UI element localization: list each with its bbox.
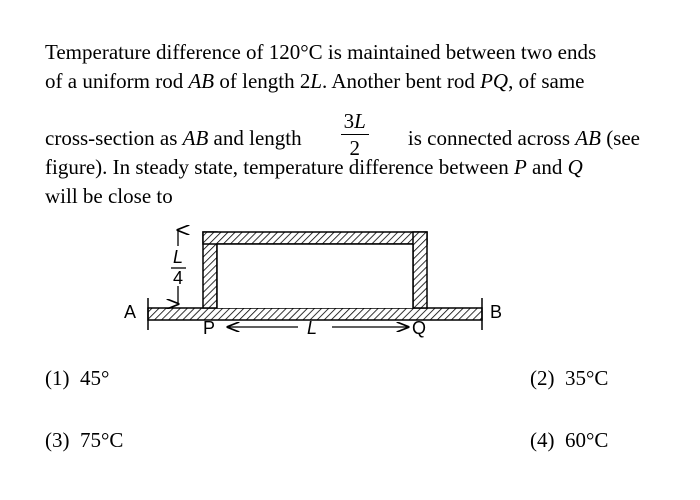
option-1-text: 45° xyxy=(80,366,110,390)
label-q: Q xyxy=(412,318,427,338)
question-text-3c: is connected across xyxy=(407,125,576,150)
question-text-1: Temperature difference of 120°C is maintained between two ends xyxy=(45,40,597,64)
rod-pq-right-leg xyxy=(413,232,427,308)
fraction-numerator: 3L xyxy=(341,108,369,135)
option-2-text: 35°C xyxy=(565,366,609,390)
question-text-4a: figure). In steady state, temperature difference between xyxy=(45,155,514,179)
label-l4-numerator: L xyxy=(173,247,184,267)
label-l4-denominator: 4 xyxy=(173,268,184,288)
label-l: L xyxy=(307,318,318,338)
option-3[interactable] xyxy=(45,428,123,453)
rod-pq-symbol: PQ xyxy=(480,69,509,93)
option-3-number: (3) xyxy=(45,428,70,452)
option-3-text: 75°C xyxy=(80,428,124,452)
label-a: A xyxy=(124,302,137,322)
question-text-3d: (see xyxy=(600,125,640,150)
option-1[interactable] xyxy=(45,366,109,391)
question-text-4b: and xyxy=(526,155,568,179)
question-text-5: will be close to xyxy=(45,184,173,208)
option-2-number: (2) xyxy=(530,366,555,390)
length-symbol: L xyxy=(310,69,323,93)
rod-pq-top-bar xyxy=(203,232,427,244)
rod-ab-symbol-3: AB xyxy=(575,125,601,150)
point-q-symbol: Q xyxy=(567,155,583,179)
option-4-number: (4) xyxy=(530,428,555,452)
question-text-2a: of a uniform rod xyxy=(45,69,189,93)
rod-ab-symbol-2: AB xyxy=(182,125,209,150)
question-text-3b: and length xyxy=(208,125,302,150)
option-1-number: (1) xyxy=(45,366,70,390)
question-text-2b: of length 2 xyxy=(214,69,311,93)
label-b: B xyxy=(490,302,503,322)
label-p: P xyxy=(203,318,216,338)
option-2[interactable] xyxy=(530,366,608,391)
rod-ab-symbol: AB xyxy=(188,69,215,93)
point-p-symbol: P xyxy=(513,155,527,179)
question-text-3a: cross-section as xyxy=(45,125,183,150)
fraction-denominator: 2 xyxy=(349,136,361,160)
option-4[interactable] xyxy=(530,428,608,453)
question-text-2d: , of same xyxy=(508,69,585,93)
question-text-2c: . Another bent rod xyxy=(322,69,481,93)
option-4-text: 60°C xyxy=(565,428,609,452)
